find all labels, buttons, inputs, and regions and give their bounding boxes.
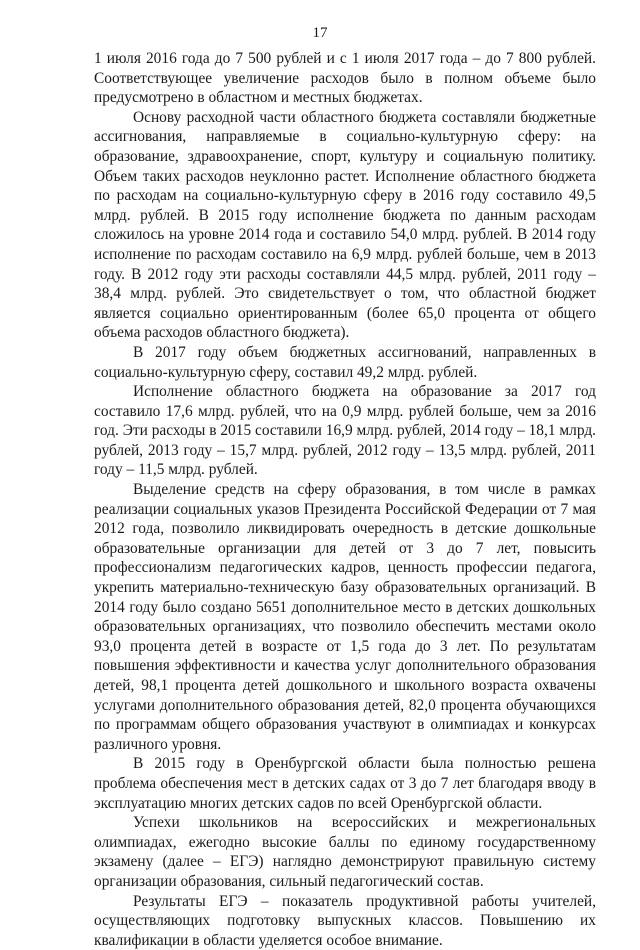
document-body [94,49,596,950]
paragraph-education-results: Выделение средств на сферу образования, в том числе в рамках реализации социальных указов Президента Российской Федерации от 7 мая 2012 года, позволило ликвидировать очередность в детские дошкольные образовательные организации для детей от 3 до 7 лет, повысить профессионализм педагогических кадров, ценность профессии педагога, укрепить материально-техническую базу образовательных организаций. В 2014 году было создано 5651 дополнительное место в детских дошкольных образовательных организациях, что позволило обеспечить местами около 93,0 процента детей в возрасте от 1,5 года до 3 лет. По результатам повышения эффективности и качества услуг дополнительного образования детей, 98,1 процента детей дошкольного и школьного возраста охвачены услугами дополнительного образования детей, 82,0 процента обучающихся по программам общего образования участвуют в олимпиадах и конкурсах различного уровня. [94,481,596,753]
paragraph-kindergarten-places: В 2015 году в Оренбургской области была полностью решена проблема обеспечения мест в детских садах от 3 до 7 лет благодаря вводу в эксплуатацию многих детских садов по всей Оренбургской области. [94,755,596,812]
paragraph-ege-results: Результаты ЕГЭ – показатель продуктивной работы учителей, осуществляющих подготовку выпускных классов. Повышению их квалификации в области уделяется особое внимание. [94,892,596,949]
paragraph-continuation: 1 июля 2016 года до 7 500 рублей и с 1 июля 2017 года – до 7 800 рублей. Соответствующее увеличение расходов было в полном объеме было предусмотрено в областном и местных бюджетах. [94,50,596,107]
paragraph-2017-allocations: В 2017 году объем бюджетных ассигнований, направленных в социально-культурную сферу, составил 49,2 млрд. рублей. [94,343,596,381]
page-number: 17 [312,25,328,41]
paragraph-social-cultural-spending: Основу расходной части областного бюджета составляли бюджетные ассигнования, направляемые в социально-культурную сферу: на образование, здравоохранение, спорт, культуру и социальную политику. Объем таких расходов неуклонно растет. Исполнение областного бюджета по расходам на социально-культурную сферу в 2016 году составило 49,5 млрд. рублей. В 2015 году исполнение бюджета по данным расходам сложилось на уровне 2014 года и составило 54,0 млрд. рублей. В 2014 году исполнение по расходам составило на 6,9 млрд. рублей больше, чем в 2013 году. В 2012 году эти расходы составляли 44,5 млрд. рублей, 2011 году – 38,4 млрд. рублей. Это свидетельствует о том, что областной бюджет является социально ориентированным (более 65,0 процента от общего объема расходов областного бюджета). [94,108,596,342]
paragraph-education-spending: Исполнение областного бюджета на образование за 2017 год составило 17,6 млрд. рублей, что на 0,9 млрд. рублей больше, чем за 2016 год. Эти расходы в 2015 составили 16,9 млрд. рублей, 2014 году – 18,1 млрд. рублей, 2013 году – 15,7 млрд. рублей, 2012 году – 13,5 млрд. рублей, 2011 году – 11,5 млрд. рублей. [94,383,596,479]
paragraph-olympiad-success: Успехи школьников на всероссийских и межрегиональных олимпиадах, ежегодно высокие баллы по единому государственному экзамену (далее – ЕГЭ) наглядно демонстрируют правильную систему организации образования, сильный педагогический состав. [94,814,596,890]
scan-footer-artifact [370,893,600,901]
